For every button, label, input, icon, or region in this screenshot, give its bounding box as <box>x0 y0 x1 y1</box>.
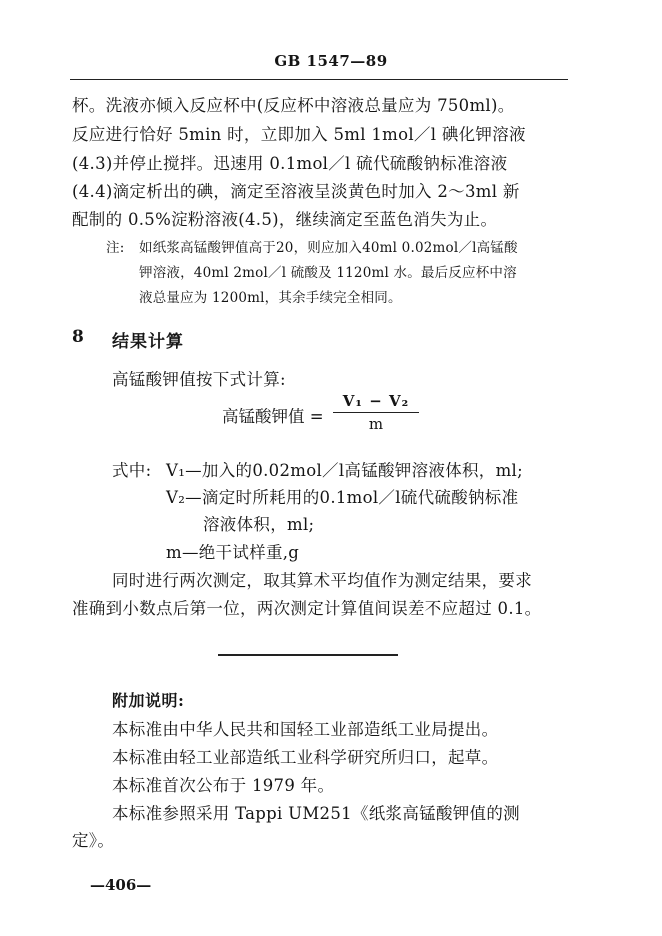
result-line-1: 同时进行两次测定，取其算术平均值作为测定结果，要求 <box>112 571 532 590</box>
result-line-2: 准确到小数点后第一位，两次测定计算值间误差不应超过 0.1。 <box>72 599 542 618</box>
supplementary-line-2: 本标准由轻工业部造纸工业科学研究所归口，起草。 <box>112 748 499 767</box>
section-title: 结果计算 <box>112 332 184 352</box>
procedure-line-5: 配制的 0.5%淀粉溶液(4.5)，继续滴定至蓝色消失为止。 <box>72 210 498 229</box>
page-number: —406— <box>90 876 152 894</box>
v2-definition-line-1: V₂—滴定时所耗用的0.1mol／l硫代硫酸钠标准 <box>166 488 519 507</box>
note-line-3: 液总量应为 1200ml，其余手续完全相同。 <box>139 290 402 306</box>
supplementary-title: 附加说明: <box>112 691 185 710</box>
procedure-line-4: (4.4)滴定析出的碘，滴定至溶液呈淡黄色时加入 2～3ml 新 <box>72 182 520 201</box>
procedure-line-1: 杯。洗液亦倾入反应杯中(反应杯中溶液总量应为 750ml)。 <box>72 96 515 115</box>
calc-intro: 高锰酸钾值按下式计算: <box>112 370 286 389</box>
standard-number-header: GB 1547—89 <box>274 52 388 70</box>
formula-numerator: V₁ − V₂ <box>342 392 410 410</box>
supplementary-line-3: 本标准首次公布于 1979 年。 <box>112 776 335 795</box>
procedure-line-3: (4.3)并停止搅拌。迅速用 0.1mol／l 硫代硫酸钠标准溶液 <box>72 154 508 173</box>
supplementary-line-4: 本标准参照采用 Tappi UM251《纸浆高锰酸钾值的测 <box>112 804 520 823</box>
header-rule <box>70 79 568 80</box>
formula-denominator: m <box>368 415 384 433</box>
m-definition: m—绝干试样重,g <box>166 543 300 562</box>
v1-definition: V₁—加入的0.02mol／l高锰酸钾溶液体积，ml; <box>166 461 523 480</box>
formula-fraction <box>333 392 419 433</box>
formula-lhs: 高锰酸钾值 = <box>222 407 324 426</box>
where-label: 式中: <box>112 461 152 480</box>
fraction-bar <box>333 412 419 413</box>
section-number: 8 <box>72 327 84 347</box>
note-label: 注: <box>106 240 125 256</box>
supplementary-line-5: 定》。 <box>72 831 115 850</box>
note-line-1: 如纸浆高锰酸钾值高于20，则应加入40ml 0.02mol／l高锰酸 <box>139 240 518 256</box>
supplementary-line-1: 本标准由中华人民共和国轻工业部造纸工业局提出。 <box>112 720 499 739</box>
note-line-2: 钾溶液，40ml 2mol／l 硫酸及 1120ml 水。最后反应杯中溶 <box>139 265 517 281</box>
section-divider <box>218 654 398 656</box>
procedure-line-2: 反应进行恰好 5min 时，立即加入 5ml 1mol／l 碘化钾溶液 <box>72 125 526 144</box>
v2-definition-line-2: 溶液体积，ml; <box>203 515 315 534</box>
